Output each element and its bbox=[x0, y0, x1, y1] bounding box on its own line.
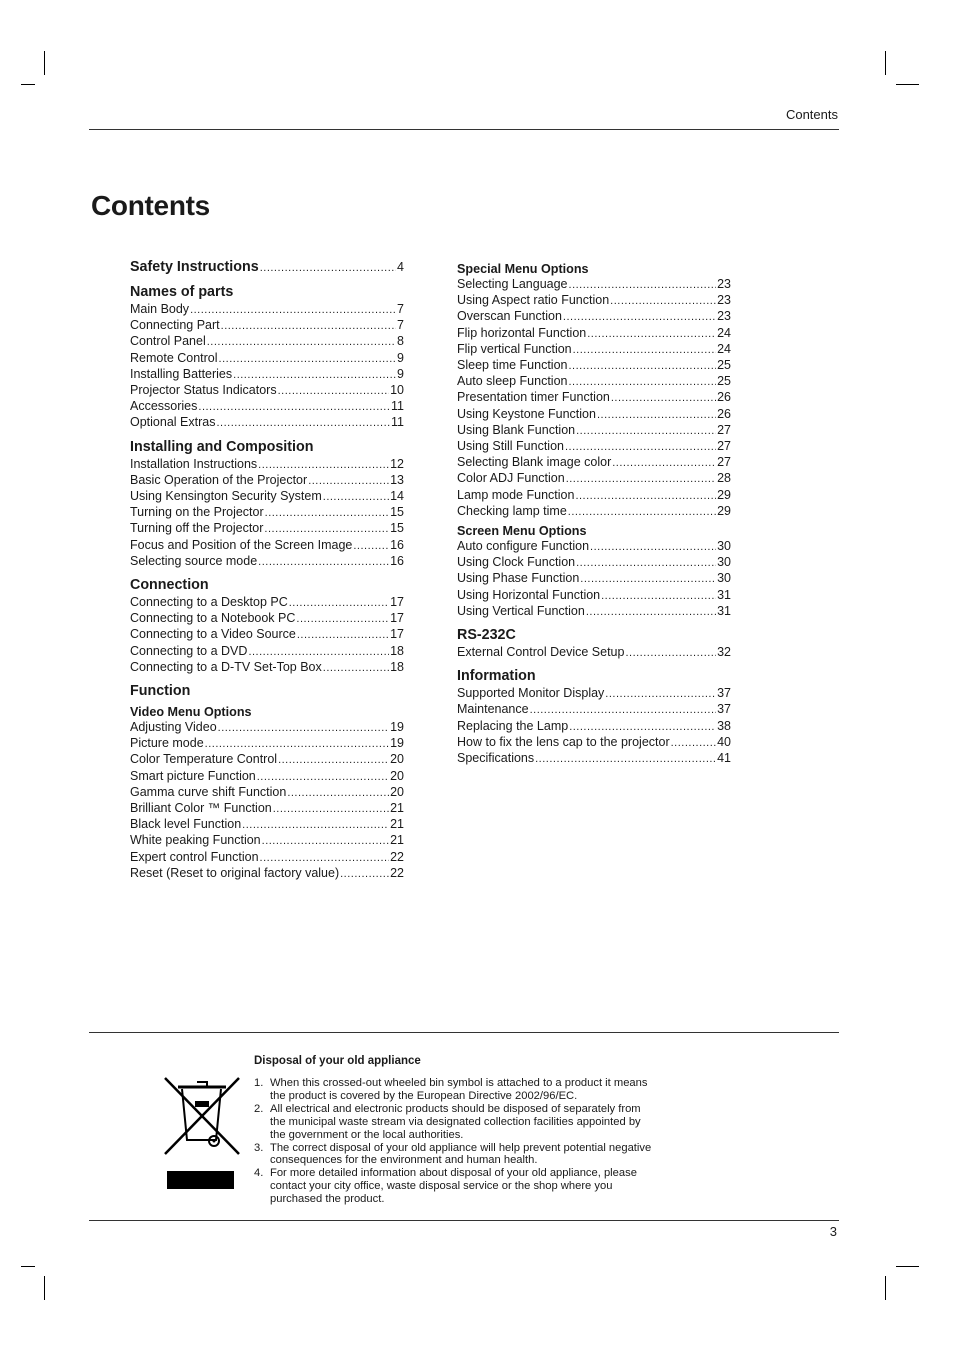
toc-entry-page: 30 bbox=[717, 555, 731, 570]
toc-entry-title: Installation Instructions bbox=[130, 456, 258, 471]
dot-leader bbox=[278, 752, 389, 768]
toc-entry[interactable] bbox=[130, 785, 404, 801]
disposal-item-number: 2. bbox=[254, 1102, 264, 1115]
toc-entry[interactable] bbox=[130, 801, 404, 817]
dot-leader bbox=[671, 735, 716, 751]
toc-entry-page: 25 bbox=[717, 358, 731, 373]
dot-leader bbox=[569, 374, 717, 390]
disposal-item-text: When this crossed-out wheeled bin symbol is attached to a product it means the product is covered by the European Directive 2002/96/EC. bbox=[270, 1077, 648, 1102]
toc-entry[interactable] bbox=[130, 351, 404, 367]
toc-entry-page: 23 bbox=[717, 293, 731, 308]
toc-entry-title: Basic Operation of the Projector bbox=[130, 472, 308, 487]
toc-entry[interactable] bbox=[130, 258, 404, 277]
dot-leader bbox=[260, 850, 390, 866]
toc-entry-title: How to fix the lens cap to the projector bbox=[457, 734, 670, 749]
toc-entry-page: 38 bbox=[717, 718, 731, 733]
toc-entry[interactable] bbox=[130, 521, 404, 537]
toc-entry-page: 12 bbox=[390, 456, 404, 471]
dot-leader bbox=[597, 407, 716, 423]
toc-entry-page: 20 bbox=[390, 784, 404, 799]
toc-entry[interactable] bbox=[130, 817, 404, 833]
toc-entry[interactable] bbox=[457, 686, 731, 702]
toc-entry-page: 8 bbox=[397, 334, 404, 349]
toc-right-column bbox=[457, 258, 731, 767]
toc-entry-page: 25 bbox=[717, 374, 731, 389]
toc-entry[interactable] bbox=[130, 457, 404, 473]
toc-entry[interactable] bbox=[130, 769, 404, 785]
toc-entry[interactable] bbox=[457, 504, 731, 520]
dot-leader bbox=[565, 439, 716, 455]
dot-leader bbox=[257, 769, 389, 785]
toc-entry-page: 11 bbox=[391, 415, 404, 430]
toc-entry-title: Color Temperature Control bbox=[130, 752, 278, 767]
toc-entry-title: Brilliant Color ™ Function bbox=[130, 801, 272, 816]
crop-mark bbox=[44, 51, 45, 75]
toc-entry-title: Checking lamp time bbox=[457, 503, 567, 518]
toc-entry-title: Connecting to a D-TV Set-Top Box bbox=[130, 659, 322, 674]
toc-entry-page: 24 bbox=[717, 341, 731, 356]
running-head: Contents bbox=[785, 107, 838, 122]
toc-entry-title: Smart picture Function bbox=[130, 768, 256, 783]
toc-entry-page: 21 bbox=[390, 801, 404, 816]
toc-subsection-heading: Video Menu Options bbox=[130, 705, 252, 720]
toc-entry[interactable] bbox=[457, 555, 731, 571]
toc-entry-page: 16 bbox=[390, 537, 404, 552]
toc-entry-page: 11 bbox=[391, 399, 404, 414]
crossed-out-wheeled-bin-icon bbox=[161, 1074, 243, 1160]
dot-leader bbox=[612, 455, 716, 471]
toc-entry-title: Connecting to a Video Source bbox=[130, 627, 296, 642]
toc-entry[interactable] bbox=[130, 752, 404, 768]
dot-leader bbox=[190, 302, 396, 318]
toc-entry-page: 37 bbox=[717, 702, 731, 717]
toc-entry-title: Using Horizontal Function bbox=[457, 587, 601, 602]
toc-entry[interactable] bbox=[130, 720, 404, 736]
toc-entry[interactable] bbox=[457, 390, 731, 406]
dot-leader bbox=[563, 309, 716, 325]
toc-entry-title: Presentation timer Function bbox=[457, 390, 610, 405]
toc-entry-title: Using Clock Function bbox=[457, 555, 576, 570]
toc-entry[interactable] bbox=[130, 415, 404, 431]
toc-entry-page: 41 bbox=[717, 751, 731, 766]
toc-entry-page: 24 bbox=[717, 325, 731, 340]
dot-leader bbox=[530, 702, 717, 718]
dot-leader bbox=[340, 866, 389, 882]
toc-entry[interactable] bbox=[457, 751, 731, 767]
toc-entry[interactable] bbox=[457, 719, 731, 735]
toc-entry-title: Gamma curve shift Function bbox=[130, 784, 287, 799]
dot-leader bbox=[576, 555, 716, 571]
toc-entry-title: Selecting Language bbox=[457, 277, 568, 291]
crop-mark bbox=[885, 1276, 886, 1300]
disposal-item-number: 4. bbox=[254, 1167, 264, 1180]
toc-entry[interactable] bbox=[457, 358, 731, 374]
header-rule bbox=[89, 129, 839, 130]
toc-entry-title: Overscan Function bbox=[457, 309, 562, 324]
toc-entry[interactable] bbox=[457, 293, 731, 309]
toc-entry-title: Supported Monitor Display bbox=[457, 686, 605, 701]
dot-leader bbox=[576, 423, 716, 439]
toc-entry-title: Connecting to a DVD bbox=[130, 643, 248, 658]
disposal-item-text: For more detailed information about disposal of your old appliance, please contact your city office, waste disposal service or the shop where you purchased the product. bbox=[270, 1167, 637, 1206]
toc-entry[interactable] bbox=[130, 644, 404, 660]
toc-entry[interactable] bbox=[130, 383, 404, 399]
toc-entry-title: Specifications bbox=[457, 751, 535, 766]
toc-entry-page: 13 bbox=[390, 472, 404, 487]
dot-leader bbox=[265, 505, 389, 521]
toc-entry[interactable] bbox=[130, 850, 404, 866]
dot-leader bbox=[248, 644, 389, 660]
black-bar bbox=[167, 1171, 234, 1189]
dot-leader bbox=[260, 258, 396, 277]
toc-section-heading: Names of parts bbox=[130, 284, 234, 300]
crop-mark bbox=[21, 84, 35, 85]
toc-entry-title: Accessories bbox=[130, 399, 198, 414]
toc-section-heading: Information bbox=[457, 668, 536, 685]
dot-leader bbox=[219, 351, 397, 367]
toc-entry[interactable] bbox=[457, 702, 731, 718]
toc-entry[interactable] bbox=[130, 318, 404, 334]
toc-entry[interactable] bbox=[457, 571, 731, 587]
toc-entry-title: Flip vertical Function bbox=[457, 341, 572, 356]
dot-leader bbox=[308, 473, 389, 489]
dot-leader bbox=[216, 415, 390, 431]
disposal-item bbox=[254, 1142, 654, 1168]
toc-entry-page: 27 bbox=[717, 439, 731, 454]
disposal-item-number: 3. bbox=[254, 1141, 264, 1154]
toc-entry-title: Selecting source mode bbox=[130, 553, 258, 568]
toc-entry[interactable] bbox=[130, 538, 404, 554]
dot-leader bbox=[610, 293, 716, 309]
toc-entry-title: Safety Instructions bbox=[130, 259, 259, 275]
toc-entry-page: 7 bbox=[397, 302, 404, 316]
toc-entry-page: 22 bbox=[390, 849, 404, 864]
toc-entry-title: Installing Batteries bbox=[130, 366, 233, 381]
toc-entry-page: 27 bbox=[717, 455, 731, 470]
toc-entry-title: Sleep time Function bbox=[457, 358, 568, 373]
dot-leader bbox=[601, 588, 716, 604]
dot-leader bbox=[296, 611, 389, 627]
crop-mark bbox=[885, 51, 886, 75]
toc-entry[interactable] bbox=[130, 505, 404, 521]
toc-entry-title: Main Body bbox=[130, 302, 190, 316]
toc-entry[interactable] bbox=[130, 660, 404, 676]
toc-entry[interactable] bbox=[130, 489, 404, 505]
toc-entry-page: 17 bbox=[390, 611, 404, 626]
toc-entry[interactable] bbox=[457, 735, 731, 751]
toc-entry-page: 15 bbox=[390, 521, 404, 536]
toc-entry-title: Reset (Reset to original factory value) bbox=[130, 865, 340, 880]
dot-leader bbox=[297, 627, 389, 643]
dot-leader bbox=[205, 736, 389, 752]
toc-entry-page: 22 bbox=[390, 865, 404, 880]
disposal-item bbox=[254, 1077, 654, 1103]
toc-entry[interactable] bbox=[457, 455, 731, 471]
toc-entry[interactable] bbox=[457, 588, 731, 604]
disposal-list bbox=[254, 1077, 654, 1206]
toc-entry-title: Using Aspect ratio Function bbox=[457, 293, 610, 308]
crop-mark bbox=[21, 1266, 35, 1267]
dot-leader bbox=[625, 645, 716, 661]
toc-entry-title: External Control Device Setup bbox=[457, 645, 625, 660]
toc-entry-page: 32 bbox=[717, 645, 731, 660]
dot-leader bbox=[568, 504, 716, 520]
crop-mark bbox=[896, 84, 919, 85]
toc-entry-title: Connecting to a Notebook PC bbox=[130, 611, 296, 626]
toc-entry[interactable] bbox=[130, 367, 404, 383]
toc-entry-title: White peaking Function bbox=[130, 833, 261, 848]
footer-rule bbox=[89, 1220, 839, 1221]
toc-entry-title: Using Phase Function bbox=[457, 571, 580, 586]
crop-mark bbox=[896, 1266, 919, 1267]
toc-entry-page: 26 bbox=[717, 406, 731, 421]
toc-entry[interactable] bbox=[130, 473, 404, 489]
toc-entry-page: 18 bbox=[390, 659, 404, 674]
dot-leader bbox=[258, 554, 389, 570]
toc-entry-title: Picture mode bbox=[130, 736, 204, 751]
dot-leader bbox=[569, 277, 717, 293]
toc-entry[interactable] bbox=[457, 277, 731, 293]
disposal-heading: Disposal of your old appliance bbox=[254, 1055, 421, 1067]
toc-entry-page: 31 bbox=[717, 603, 731, 618]
toc-entry[interactable] bbox=[130, 736, 404, 752]
toc-entry-page: 7 bbox=[397, 318, 404, 333]
dot-leader bbox=[568, 358, 716, 374]
toc-entry-page: 29 bbox=[717, 503, 731, 518]
toc-entry-title: Focus and Position of the Screen Image bbox=[130, 537, 353, 552]
toc-entry-page: 19 bbox=[390, 720, 404, 735]
toc-entry-title: Connecting to a Desktop PC bbox=[130, 595, 288, 610]
toc-entry-page: 26 bbox=[717, 390, 731, 405]
disposal-item-text: The correct disposal of your old appliance will help prevent potential negative consequences for the environment and human health. bbox=[270, 1141, 652, 1167]
toc-entry-title: Auto sleep Function bbox=[457, 374, 568, 389]
section-divider bbox=[89, 1032, 839, 1033]
dot-leader bbox=[569, 719, 716, 735]
toc-entry[interactable] bbox=[130, 866, 404, 882]
toc-section-heading: RS-232C bbox=[457, 627, 516, 644]
toc-entry[interactable] bbox=[130, 611, 404, 627]
toc-entry-page: 14 bbox=[390, 489, 404, 504]
dot-leader bbox=[323, 660, 389, 676]
toc-entry[interactable] bbox=[130, 627, 404, 643]
toc-entry-page: 9 bbox=[397, 366, 404, 381]
toc-entry-title: Replacing the Lamp bbox=[457, 718, 569, 733]
toc-entry-title: Optional Extras bbox=[130, 415, 216, 430]
toc-entry-page: 29 bbox=[717, 487, 731, 502]
toc-entry-page: 17 bbox=[390, 595, 404, 610]
dot-leader bbox=[287, 785, 389, 801]
toc-entry-title: Selecting Blank image color bbox=[457, 455, 612, 470]
dot-leader bbox=[278, 383, 389, 399]
dot-leader bbox=[535, 751, 716, 767]
toc-entry-page: 28 bbox=[717, 471, 731, 486]
toc-entry-page: 21 bbox=[390, 833, 404, 848]
toc-entry[interactable] bbox=[457, 539, 731, 555]
toc-entry[interactable] bbox=[457, 407, 731, 423]
dot-leader bbox=[262, 833, 389, 849]
dot-leader bbox=[590, 539, 716, 555]
dot-leader bbox=[242, 817, 389, 833]
toc-entry[interactable] bbox=[130, 334, 404, 350]
disposal-item bbox=[254, 1103, 654, 1142]
toc-section-heading: Function bbox=[130, 683, 191, 700]
dot-leader bbox=[198, 399, 390, 415]
crop-mark bbox=[44, 1276, 45, 1300]
toc-entry-title: Projector Status Indicators bbox=[130, 383, 277, 398]
dot-leader bbox=[605, 686, 716, 702]
dot-leader bbox=[587, 326, 716, 342]
toc-entry-page: 19 bbox=[390, 736, 404, 751]
dot-leader bbox=[233, 367, 396, 383]
page-title: Contents bbox=[91, 190, 210, 221]
dot-leader bbox=[264, 521, 389, 537]
toc-entry-page: 16 bbox=[390, 553, 404, 568]
dot-leader bbox=[218, 720, 389, 736]
toc-entry[interactable] bbox=[457, 439, 731, 455]
toc-entry-page: 30 bbox=[717, 571, 731, 586]
toc-entry-title: Using Vertical Function bbox=[457, 603, 585, 618]
dot-leader bbox=[586, 604, 716, 620]
disposal-item-number: 1. bbox=[254, 1077, 264, 1089]
toc-entry-title: Connecting Part bbox=[130, 318, 220, 333]
toc-entry[interactable] bbox=[457, 309, 731, 325]
toc-subsection-heading: Screen Menu Options bbox=[457, 524, 587, 539]
toc-entry-page: 20 bbox=[390, 752, 404, 767]
toc-entry-page: 15 bbox=[390, 505, 404, 520]
dot-leader bbox=[221, 318, 396, 334]
toc-entry-page: 10 bbox=[390, 383, 404, 398]
dot-leader bbox=[353, 538, 389, 554]
toc-entry[interactable] bbox=[457, 374, 731, 390]
toc-entry[interactable] bbox=[130, 595, 404, 611]
toc-entry-page: 4 bbox=[397, 260, 404, 274]
toc-entry-title: Using Kensington Security System bbox=[130, 489, 322, 504]
toc-entry-title: Control Panel bbox=[130, 334, 206, 349]
toc-entry-page: 31 bbox=[717, 587, 731, 602]
toc-entry-page: 27 bbox=[717, 422, 731, 437]
toc-entry[interactable] bbox=[130, 833, 404, 849]
toc-entry-title: Lamp mode Function bbox=[457, 487, 575, 502]
toc-entry[interactable] bbox=[457, 488, 731, 504]
toc-entry-title: Auto configure Function bbox=[457, 539, 590, 554]
dot-leader bbox=[289, 595, 389, 611]
toc-entry[interactable] bbox=[457, 326, 731, 342]
toc-entry-page: 17 bbox=[390, 627, 404, 642]
toc-entry-title: Using Still Function bbox=[457, 439, 564, 454]
toc-entry-page: 30 bbox=[717, 539, 731, 554]
toc-entry-title: Remote Control bbox=[130, 350, 218, 365]
toc-entry-title: Turning on the Projector bbox=[130, 505, 264, 520]
toc-entry-page: 37 bbox=[717, 686, 731, 701]
toc-entry[interactable] bbox=[130, 399, 404, 415]
toc-entry[interactable] bbox=[457, 342, 731, 358]
toc-entry-title: Using Blank Function bbox=[457, 422, 576, 437]
toc-entry-page: 21 bbox=[390, 817, 404, 832]
toc-entry-title: Color ADJ Function bbox=[457, 471, 565, 486]
toc-entry-title: Adjusting Video bbox=[130, 720, 217, 735]
toc-entry-title: Black level Function bbox=[130, 817, 242, 832]
toc-entry-title: Turning off the Projector bbox=[130, 521, 264, 536]
toc-entry-page: 23 bbox=[717, 309, 731, 324]
disposal-item-text: All electrical and electronic products should be disposed of separately from the municipal waste stream via designated collection facilities appointed by the government or the local authorities. bbox=[270, 1102, 641, 1141]
dot-leader bbox=[575, 488, 716, 504]
toc-subsection-heading: Special Menu Options bbox=[457, 262, 589, 276]
toc-entry-page: 18 bbox=[390, 643, 404, 658]
dot-leader bbox=[611, 390, 716, 406]
toc-section-heading: Installing and Composition bbox=[130, 438, 314, 455]
dot-leader bbox=[323, 489, 389, 505]
toc-entry[interactable] bbox=[457, 645, 731, 661]
toc-entry[interactable] bbox=[130, 302, 404, 318]
dot-leader bbox=[273, 801, 389, 817]
toc-left-column bbox=[130, 258, 404, 882]
toc-entry-page: 23 bbox=[717, 277, 731, 291]
dot-leader bbox=[207, 334, 396, 350]
dot-leader bbox=[566, 471, 716, 487]
toc-entry-title: Flip horizontal Function bbox=[457, 325, 587, 340]
page-number: 3 bbox=[829, 1224, 837, 1239]
toc-entry-title: Expert control Function bbox=[130, 849, 259, 864]
toc-entry-page: 20 bbox=[390, 768, 404, 783]
toc-entry[interactable] bbox=[457, 423, 731, 439]
toc-entry-page: 9 bbox=[397, 350, 404, 365]
disposal-item bbox=[254, 1167, 654, 1206]
toc-entry-title: Maintenance bbox=[457, 702, 529, 717]
toc-entry[interactable] bbox=[457, 604, 731, 620]
dot-leader bbox=[573, 342, 716, 358]
toc-entry-title: Using Keystone Function bbox=[457, 406, 596, 421]
toc-section-heading: Connection bbox=[130, 577, 209, 594]
toc-entry[interactable] bbox=[130, 554, 404, 570]
dot-leader bbox=[580, 571, 716, 587]
toc-entry[interactable] bbox=[457, 471, 731, 487]
toc-entry-page: 40 bbox=[717, 734, 731, 749]
dot-leader bbox=[258, 457, 389, 473]
